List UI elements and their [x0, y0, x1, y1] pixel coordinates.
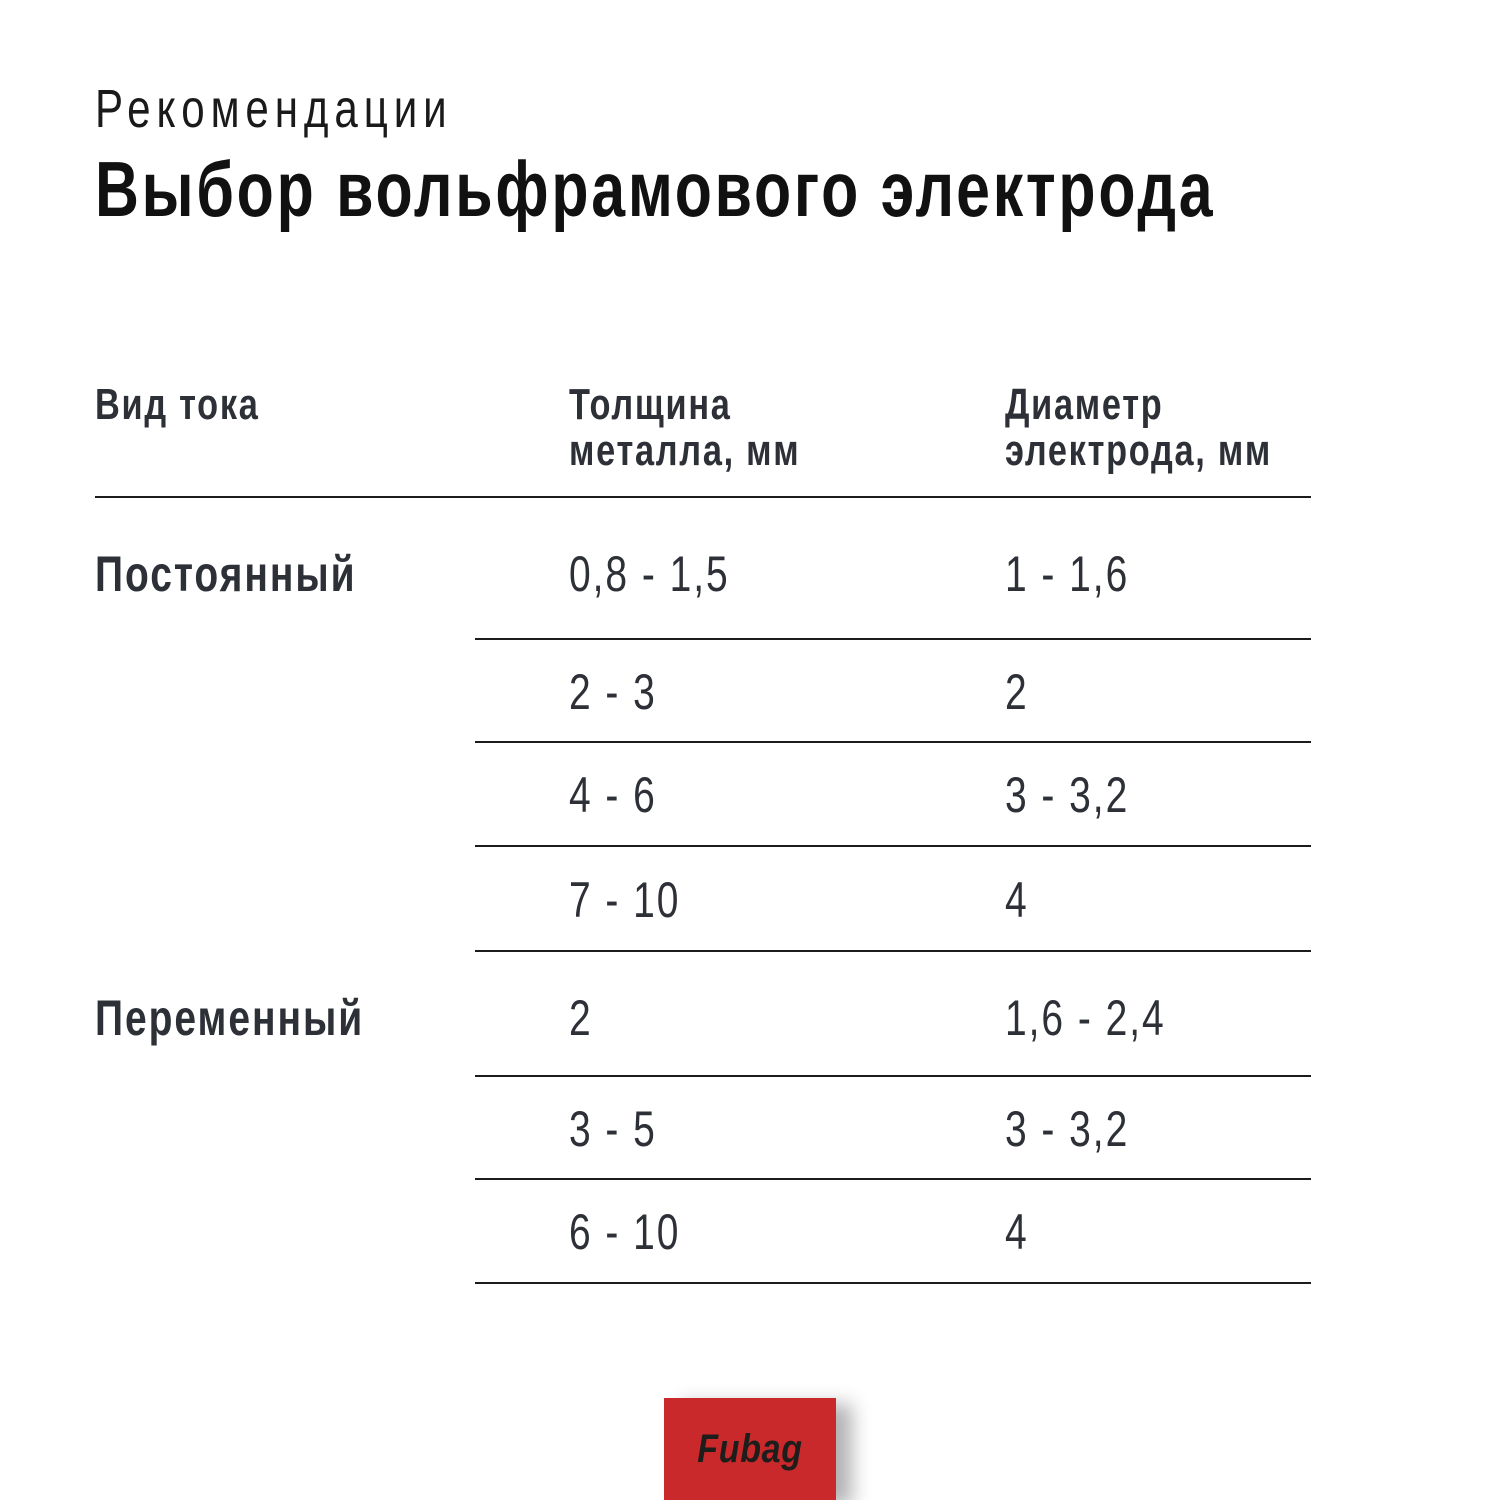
section-label: [95, 78, 553, 140]
cell-current-type: [95, 1100, 569, 1158]
cell-current-type: Постоянный: [95, 546, 357, 602]
cell-metal-thickness: 2 - 3: [569, 663, 657, 720]
cell-metal-thickness: 6 - 10: [569, 1204, 681, 1260]
header-electrode-diameter: [1005, 382, 1311, 496]
cell-current-type: Переменный: [95, 989, 365, 1046]
cell-metal-thickness: 3 - 5: [569, 1100, 657, 1157]
fubag-logo-text: Fubag: [697, 1426, 803, 1471]
section-label-text: Рекомендации: [95, 79, 453, 139]
table-row: [95, 743, 1311, 847]
header-metal-thickness: [569, 382, 1005, 496]
cell-electrode-diameter: 4: [1005, 1204, 1029, 1260]
cell-metal-thickness: 2: [569, 989, 593, 1046]
table-row: [95, 640, 1311, 743]
header-electrode-diameter-line1: Диаметр: [1005, 380, 1164, 429]
cell-current-type: [95, 766, 569, 824]
cell-metal-thickness: 4 - 6: [569, 767, 657, 823]
table-row: [95, 1077, 1311, 1180]
electrode-selection-table: [95, 380, 1311, 1284]
cell-electrode-diameter: 3 - 3,2: [1005, 1100, 1130, 1157]
table-row: [95, 498, 1311, 640]
cell-current-type: [95, 663, 569, 721]
cell-current-type: [95, 871, 569, 929]
cell-electrode-diameter: 3 - 3,2: [1005, 767, 1130, 823]
cell-metal-thickness: 7 - 10: [569, 871, 681, 928]
page-title: [95, 144, 1500, 235]
table-row: [95, 847, 1311, 952]
header-metal-thickness-line2: металла, мм: [569, 426, 801, 475]
header-electrode-diameter-line2: электрода, мм: [1005, 426, 1273, 475]
cell-current-type: [95, 1203, 569, 1261]
cell-electrode-diameter: 2: [1005, 663, 1029, 720]
fubag-logo: [664, 1398, 836, 1500]
table-header-row: [95, 380, 1311, 498]
cell-electrode-diameter: 1 - 1,6: [1005, 546, 1130, 602]
header-metal-thickness-line1: Толщина: [569, 380, 732, 429]
table-row: [95, 952, 1311, 1077]
header-current-type: [95, 382, 569, 496]
row-divider: [475, 1282, 1311, 1284]
cell-electrode-diameter: 1,6 - 2,4: [1005, 989, 1166, 1046]
header-current-type-line1: Вид тока: [95, 380, 260, 429]
page-title-text: Выбор вольфрамового электрода: [95, 145, 1216, 233]
cell-metal-thickness: 0,8 - 1,5: [569, 546, 730, 602]
table-row: [95, 1180, 1311, 1284]
cell-electrode-diameter: 4: [1005, 871, 1029, 928]
